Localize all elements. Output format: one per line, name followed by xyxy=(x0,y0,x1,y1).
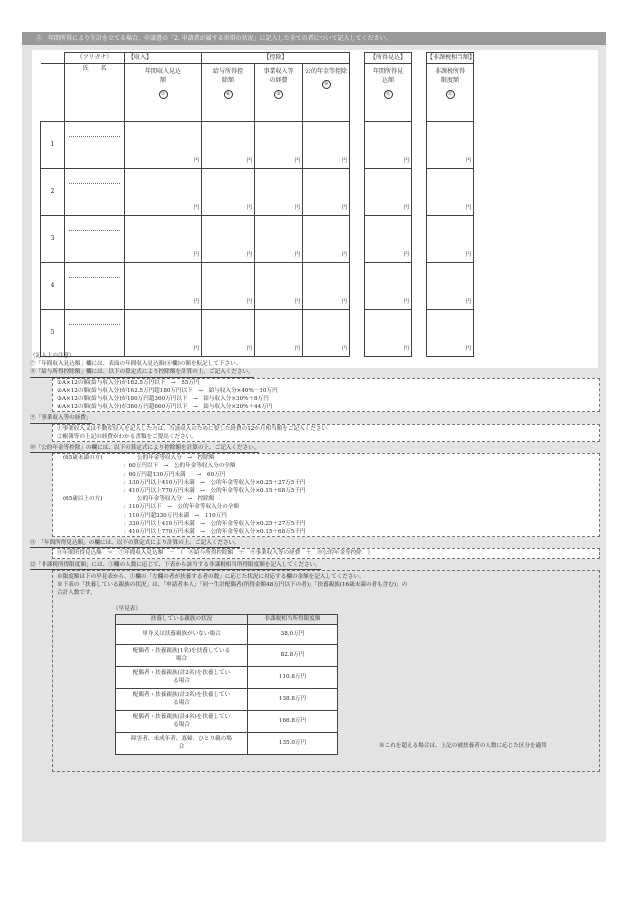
speed-table-note: ※これを超える場合は、上記の被扶養者の人数に応じた区分を適用 xyxy=(379,742,547,749)
note-9-item: ②帳簿等の上記の経費がわかる書類をご提出ください。 xyxy=(57,433,197,440)
household-status: 配偶者・扶養親族(計3名)を扶養している場合 xyxy=(116,689,248,711)
taxfree-limit: 166.8万円 xyxy=(248,711,338,733)
note-9-box xyxy=(52,424,600,442)
income-formula: ⑪年間所得見込額 ＝ ⑦年間収入見込額 － （ ⑧給与所得控除額 ＋ ⑨事業収入等の経費 ＋ ⑩公的年金等控除 ） xyxy=(57,550,374,557)
name-field[interactable] xyxy=(65,168,125,215)
yen-unit: 円 xyxy=(294,204,300,211)
table-row xyxy=(41,215,474,262)
yen-unit: 円 xyxy=(193,251,199,258)
salary-deduction-field[interactable] xyxy=(202,121,255,168)
income-amount-field[interactable] xyxy=(125,309,202,356)
pension-rule: ：130万円以上410万円未満 → 公的年金等収入分×0.25＋27万5千円 xyxy=(123,479,306,486)
salary-deduction-field[interactable] xyxy=(202,168,255,215)
pension-rule: ：410万円以上770万円未満 → 公的年金等収入分×0.15＋68万5千円 xyxy=(123,529,306,536)
yen-unit: 円 xyxy=(294,157,300,164)
yen-unit: 円 xyxy=(341,204,347,211)
yen-unit: 円 xyxy=(465,298,471,305)
taxfree-limit-field[interactable] xyxy=(427,309,474,356)
note-11: ⑪ 「年間所得見込額」の欄には、以下の算定式により計算の上、ご記入ください。 xyxy=(30,539,240,548)
row-number: 1 xyxy=(41,121,65,168)
yen-unit: 円 xyxy=(403,251,409,258)
name-field[interactable] xyxy=(65,215,125,262)
household-status: 配偶者・扶養親族(1名)を扶養している場合 xyxy=(116,645,248,667)
income-est-field[interactable] xyxy=(365,262,412,309)
formula-head: 公的年金等収入分 → 控除額 xyxy=(137,455,215,462)
notes-title: （記入上の注意） xyxy=(30,353,75,359)
note-10: ⑩「公的年金等控除」の欄には、以下の算定式により控除額を計算の上、ご記入ください。 xyxy=(30,444,259,453)
salary-deduction-field[interactable] xyxy=(202,309,255,356)
name-field[interactable] xyxy=(65,121,125,168)
yen-unit: 円 xyxy=(294,251,300,258)
income-est-field[interactable] xyxy=(365,121,412,168)
taxfree-limit-field[interactable] xyxy=(427,168,474,215)
note-8-box xyxy=(52,378,600,413)
under-65-label: (65歳未満の方) xyxy=(63,455,103,462)
household-status: 配偶者・扶養親族(計2名)を扶養している場合 xyxy=(116,667,248,689)
business-expense-field[interactable] xyxy=(255,262,303,309)
income-amount-field[interactable] xyxy=(125,121,202,168)
note-8-item: ③A×12の額(給与収入分)が180万円超360万円以下 → 給与収入分×30%＋8万円 xyxy=(57,396,269,403)
form-sheet xyxy=(22,32,606,842)
yen-unit: 円 xyxy=(246,251,252,258)
speed-table-row xyxy=(116,689,338,711)
speed-table-row xyxy=(116,645,338,667)
income-est-field[interactable] xyxy=(365,168,412,215)
pension-deduction-field[interactable] xyxy=(303,168,350,215)
income-est-group-header: 【所得見込】 xyxy=(365,53,412,64)
name-header: 氏 名 xyxy=(65,63,125,121)
yen-unit: 円 xyxy=(246,298,252,305)
row-number: 3 xyxy=(41,215,65,262)
over-65-label: (65歳以上の方) xyxy=(63,496,103,503)
pension-rule: ：410万円以上770万円未満 → 公的年金等収入分×0.15＋68万5千円 xyxy=(123,488,306,495)
note-12: ⑫「非課税所得限度額」には、①欄の人数に応じて、下表から該当する非課税相当所得限度額を記入してください。 xyxy=(30,561,321,570)
business-expense-field[interactable] xyxy=(255,121,303,168)
yen-unit: 円 xyxy=(465,204,471,211)
household-status: 配偶者・扶養親族(計4名)を扶養している場合 xyxy=(116,711,248,733)
note-9-item: ①事業収入又は不動産収入を記入した方は、当該収入のために要した経費の12か月相当額をご記入ください xyxy=(57,425,328,432)
note-8: ⑧「給与所得控除額」欄には、以下の算定式により控除額を計算の上、ご記入ください。 xyxy=(30,368,254,377)
income-est-field[interactable] xyxy=(365,215,412,262)
speed-table-header: 非課税相当所得限度額 xyxy=(248,614,338,625)
taxfree-group-header: 【非課税相当額】 xyxy=(427,54,476,61)
yen-unit: 円 xyxy=(246,204,252,211)
pension-deduction-col-header: 公的年金等控除 ⑩ xyxy=(303,63,350,121)
yen-unit: 円 xyxy=(246,345,252,352)
yen-unit: 円 xyxy=(403,298,409,305)
income-table-panel xyxy=(32,50,598,368)
speed-table-row xyxy=(116,733,338,755)
yen-unit: 円 xyxy=(193,204,199,211)
speed-table-row xyxy=(116,625,338,645)
speed-table xyxy=(115,614,338,756)
income-group-header: 【収入】 xyxy=(125,53,202,64)
yen-unit: 円 xyxy=(465,251,471,258)
table-row xyxy=(41,121,474,168)
note-12-text: ※限度額は下の早見表から、①欄の「左欄の者が扶養する者の数」に応じた状況に対応する欄の金額を記入してください。 xyxy=(57,573,365,580)
salary-deduction-field[interactable] xyxy=(202,262,255,309)
yen-unit: 円 xyxy=(341,345,347,352)
note-8-item: ④A×12の額(給与収入分)が360万円超660万円以下 → 給与収入分×20%＋44万円 xyxy=(57,404,273,411)
income-amount-field[interactable] xyxy=(125,215,202,262)
row-number: 2 xyxy=(41,168,65,215)
yen-unit: 円 xyxy=(465,157,471,164)
formula-head: 公的年金等収入分 → 控除額 xyxy=(137,496,215,503)
yen-unit: 円 xyxy=(193,298,199,305)
yen-unit: 円 xyxy=(403,204,409,211)
notes-section xyxy=(30,352,600,774)
section-header: ⑤ 年間所得により生計を立てる場合、申請書の「2. 申請者が属する世帯の状況」に記入した全ての者について記入してください。 xyxy=(22,32,606,45)
business-expense-field[interactable] xyxy=(255,215,303,262)
note-12-box xyxy=(52,570,600,772)
household-status: 単身又は扶養親族がいない場合 xyxy=(116,625,248,645)
yen-unit: 円 xyxy=(193,157,199,164)
note-12-text: 合計人数です。 xyxy=(57,590,96,597)
yen-unit: 円 xyxy=(403,157,409,164)
taxfree-col-header: 非課税所得限度額 ⑫ xyxy=(427,63,474,121)
yen-unit: 円 xyxy=(403,345,409,352)
taxfree-limit: 135.0万円 xyxy=(248,733,338,755)
yen-unit: 円 xyxy=(294,345,300,352)
income-amount-field[interactable] xyxy=(125,168,202,215)
yen-unit: 円 xyxy=(341,251,347,258)
pension-rule: ：330万円以上410万円未満 → 公的年金等収入分×0.25＋27万5千円 xyxy=(123,520,306,527)
salary-deduction-field[interactable] xyxy=(202,215,255,262)
speed-table-header: 扶養している親族の状況 xyxy=(116,614,248,625)
name-field[interactable] xyxy=(65,309,125,356)
pension-rule: ：60万円以下 → 公的年金等収入分の全額 xyxy=(123,463,236,470)
pension-deduction-field[interactable] xyxy=(303,262,350,309)
income-est-col-header: 年間所得見込額 ⑪ xyxy=(365,63,412,121)
deduction-group-header: 【控除】 xyxy=(202,53,350,64)
furigana-header: （フリガナ） xyxy=(65,53,125,64)
note-10-box xyxy=(52,453,600,537)
note-12-text: ※下表の「扶養している親族の状況」は、「申請者本人」「同一生計配偶者(所得金額48万円以下の者)」「扶養親族(16歳未満の者も含む)」の xyxy=(57,582,408,589)
taxfree-limit: 110.8万円 xyxy=(248,667,338,689)
yen-unit: 円 xyxy=(465,345,471,352)
note-8-item: ②A×12の額(給与収入分)が162.5万円超180万円以下 → 給与収入分×40%－10万円 xyxy=(57,387,278,394)
income-table xyxy=(40,52,474,357)
row-number: 4 xyxy=(41,262,65,309)
income-col-header: 年間収入見込額 ⑦ xyxy=(125,63,202,121)
taxfree-limit-field[interactable] xyxy=(427,121,474,168)
taxfree-limit: 38.0万円 xyxy=(248,625,338,645)
row-number: 5 xyxy=(41,309,65,356)
household-status: 障害者、未成年者、寡婦、ひとり親の場合 xyxy=(116,733,248,755)
name-field[interactable] xyxy=(65,262,125,309)
pension-rule: ：60万円超130万円未満 → 60万円 xyxy=(123,471,226,478)
pension-rule: ：110万円超330万円未満 → 110万円 xyxy=(123,512,227,519)
speed-table-title: （早見表） xyxy=(113,606,141,613)
note-11-box xyxy=(52,548,600,558)
business-expense-field[interactable] xyxy=(255,168,303,215)
taxfree-limit: 82.8万円 xyxy=(248,645,338,667)
taxfree-limit: 138.8万円 xyxy=(248,689,338,711)
business-expense-col-header: 事業収入等の経費 ⑨ xyxy=(255,63,303,121)
note-8-item: ①A×12の額(給与収入分)が162.5万円以下 → 55万円 xyxy=(57,379,200,386)
pension-deduction-field[interactable] xyxy=(303,121,350,168)
salary-deduction-col-header: 給与所得控除額 ⑧ xyxy=(202,63,255,121)
taxfree-limit-field[interactable] xyxy=(427,262,474,309)
income-amount-field[interactable] xyxy=(125,262,202,309)
table-row xyxy=(41,262,474,309)
pension-deduction-field[interactable] xyxy=(303,309,350,356)
yen-unit: 円 xyxy=(246,157,252,164)
taxfree-limit-field[interactable] xyxy=(427,215,474,262)
note-7: ⑦「年間収入見込額」欄には、表面の年間収入見込額(⑥欄)の額を転記して下さい。 xyxy=(30,361,242,368)
speed-table-row xyxy=(116,667,338,689)
pension-deduction-field[interactable] xyxy=(303,215,350,262)
table-row xyxy=(41,168,474,215)
note-9: ⑨「事業収入等の経費」 xyxy=(30,414,92,423)
yen-unit: 円 xyxy=(294,298,300,305)
business-expense-field[interactable] xyxy=(255,309,303,356)
yen-unit: 円 xyxy=(341,157,347,164)
yen-unit: 円 xyxy=(341,298,347,305)
speed-table-row xyxy=(116,711,338,733)
yen-unit: 円 xyxy=(193,345,199,352)
table-row xyxy=(41,309,474,356)
pension-rule: ：110万円以下 → 公的年金等収入分の全額 xyxy=(123,504,240,511)
income-est-field[interactable] xyxy=(365,309,412,356)
